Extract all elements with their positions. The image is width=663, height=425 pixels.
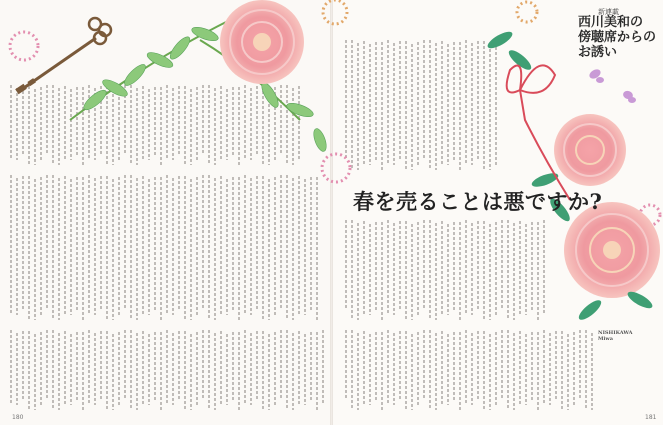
author-profile <box>598 330 646 410</box>
series-title-line: 西川美和の <box>578 15 644 30</box>
series-title <box>578 15 660 60</box>
page-number-left: 180 <box>12 414 24 421</box>
page-number-right: 181 <box>645 414 657 421</box>
butterfly-icon <box>588 68 636 103</box>
series-tag: 新連載 <box>598 8 619 16</box>
author-name: NISHIKAWA Miwa <box>598 330 633 342</box>
rose-icon <box>220 0 304 84</box>
series-title-line: 傍聴席からの <box>578 30 657 45</box>
series-title-line: お誘い <box>578 45 618 60</box>
article-headline: 春を売ることは悪ですか? <box>353 189 603 214</box>
key-icon <box>15 18 111 94</box>
